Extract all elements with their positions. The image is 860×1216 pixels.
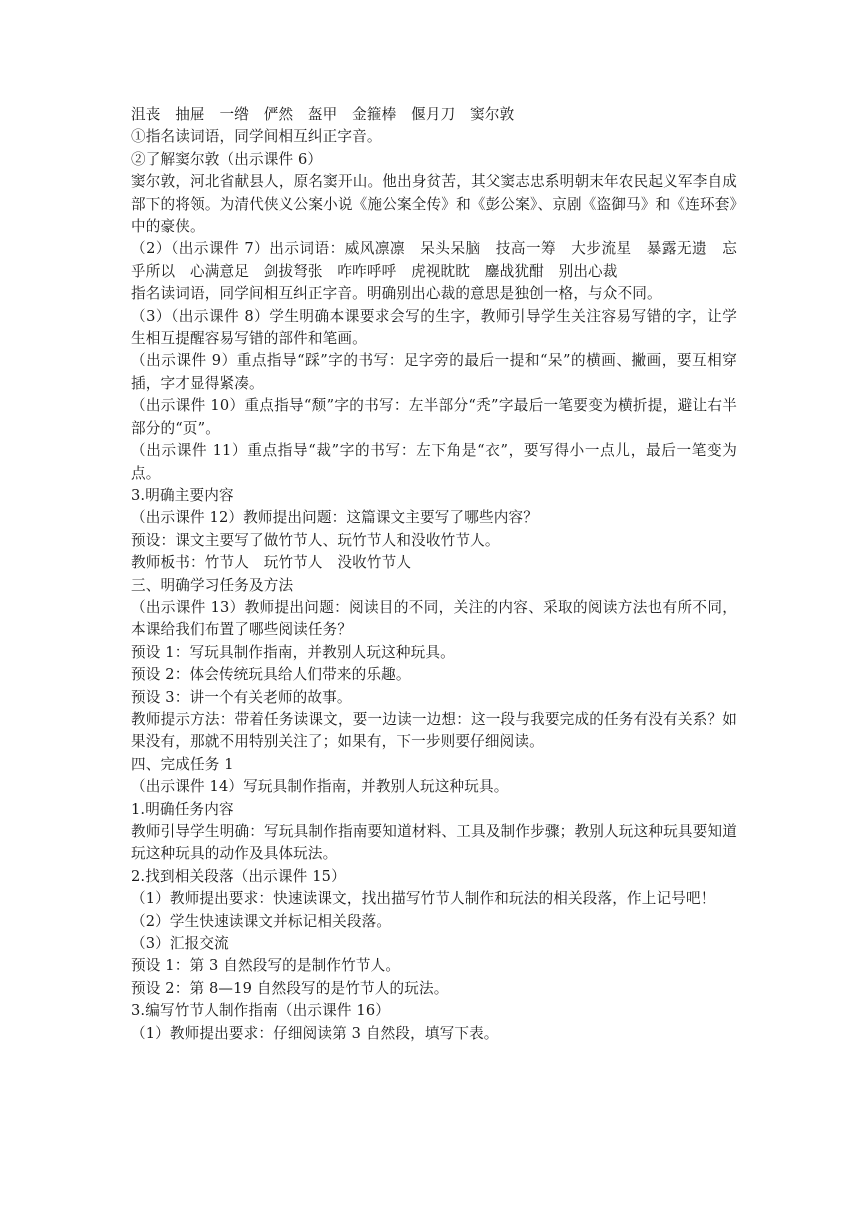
paragraph-dou-erdun-bio: 窦尔敦，河北省献县人，原名窦开山。他出身贫苦，其父窦志忠系明朝末年农民起义军李自成部下的将领。为清代侠义公案小说《施公案全传》和《彭公案》、京剧《盗御马》和《连环套》中的豪侠。	[131, 173, 737, 236]
paragraph-char-cai: （出示课件 9）重点指导“踩”字的书写：足字旁的最后一提和“呆”的横画、撇画，要互相穿插，字才显得紧凑。	[131, 352, 737, 392]
paragraph-question-content: （出示课件 12）教师提出问题：这篇课文主要写了哪些内容？	[131, 509, 538, 527]
paragraph-report-preset-2: 预设 2：第 8—19 自然段写的是竹节人的玩法。	[131, 979, 449, 997]
paragraph-find-mark: （2）学生快速读课文并标记相关段落。	[131, 912, 392, 930]
paragraph-preset-3: 预设 3：讲一个有关老师的故事。	[131, 688, 352, 706]
paragraph-board-writing: 教师板书：竹节人 玩竹节人 没收竹节人	[131, 554, 412, 572]
paragraph-fill-table: （1）教师提出要求：仔细阅读第 3 自然段，填写下表。	[131, 1024, 499, 1042]
subheading-task-content: 1.明确任务内容	[131, 800, 234, 818]
paragraph-question-tasks: （出示课件 13）教师提出问题：阅读目的不同，关注的内容、采取的阅读方法也有所不同，本课给我们布置了哪些阅读任务？	[131, 598, 737, 639]
paragraph-report: （3）汇报交流	[131, 935, 229, 953]
paragraph-char-tui: （出示课件 10）重点指导“颓”字的书写：左半部分“秃”字最后一笔要变为横折提，避让右半部分的“页”。	[131, 397, 737, 437]
paragraph-new-characters: （3）（出示课件 8）学生明确本课要求会写的生字，教师引导学生关注容易写错的字，让学生相互提醒容易写错的部件和笔画。	[131, 307, 737, 348]
paragraph-task-content: 教师引导学生明确：写玩具制作指南要知道材料、工具及制作步骤；教别人玩这种玩具要知道玩这种玩具的动作及具体玩法。	[131, 823, 737, 863]
paragraph-method-tip: 教师提示方法：带着任务读课文，要一边读一边想：这一段与我要完成的任务有没有关系？如果没有，那就不用特别关注了；如果有，下一步则要仔细阅读。	[131, 710, 737, 751]
paragraph-char-cai2: （出示课件 11）重点指导“裁”字的书写：左下角是“衣”，要写得小一点儿，最后一笔变为点。	[131, 442, 737, 482]
paragraph-preset-content: 预设：课文主要写了做竹节人、玩竹节人和没收竹节人。	[131, 531, 500, 549]
paragraph-find-requirement: （1）教师提出要求：快速读课文，找出描写竹节人制作和玩法的相关段落，作上记号吧！	[131, 890, 716, 908]
paragraph-dou-erdun-heading: ②了解窦尔敦（出示课件 6）	[131, 150, 323, 168]
paragraph-preset-2: 预设 2：体会传统玩具给人们带来的乐趣。	[131, 666, 411, 684]
document-body	[131, 104, 737, 1045]
subheading-find-paragraphs: 2.找到相关段落（出示课件 15）	[131, 867, 346, 885]
paragraph-read-idioms: 指名读词语，同学间相互纠正字音。明确别出心裁的意思是独创一格，与众不同。	[131, 285, 662, 303]
vocabulary-line: 沮丧 抽屉 一绺 俨然 盔甲 金箍棒 偃月刀 窦尔敦	[131, 106, 515, 123]
paragraph-idioms: （2）（出示课件 7）出示词语：威风凛凛 呆头呆脑 技高一筹 大步流星 暴露无遗 忘乎所以 心满意足 剑拔弩张 咋咋呼呼 虎视眈眈 鏖战犹酣 别出心裁	[131, 240, 737, 280]
section-heading-task-1: 四、完成任务 1	[131, 755, 234, 773]
paragraph-preset-1: 预设 1：写玩具制作指南，并教别人玩这种玩具。	[131, 643, 455, 661]
paragraph-report-preset-1: 预设 1：第 3 自然段写的是制作竹节人。	[131, 957, 401, 975]
paragraph-read-words: ①指名读词语，同学间相互纠正字音。	[131, 128, 382, 146]
section-heading-main-content: 3.明确主要内容	[131, 486, 234, 504]
section-heading-tasks: 三、明确学习任务及方法	[131, 576, 294, 594]
subheading-write-guide: 3.编写竹节人制作指南（出示课件 16）	[131, 1002, 391, 1020]
paragraph-task-1-intro: （出示课件 14）写玩具制作指南，并教别人玩这种玩具。	[131, 778, 509, 796]
